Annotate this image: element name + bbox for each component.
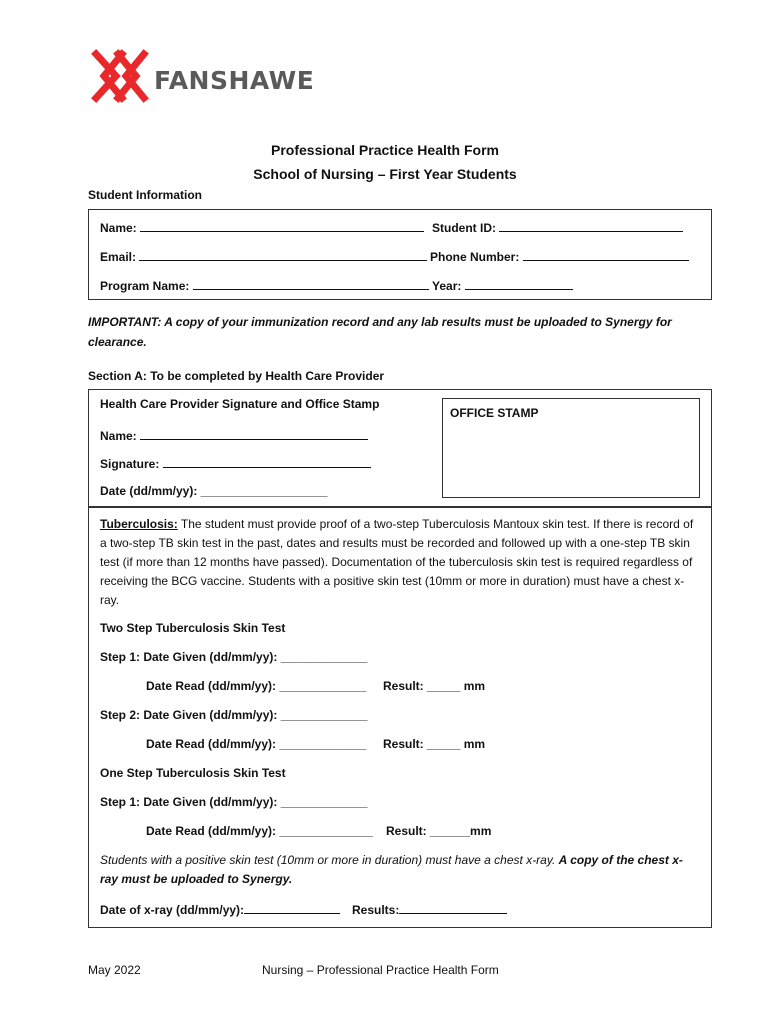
xray-date-input-line[interactable] (244, 901, 340, 914)
name-input-line[interactable] (140, 219, 424, 232)
provider-name-label: Name: (100, 429, 137, 443)
email-label: Email: (100, 250, 137, 264)
one-step-heading: One Step Tuberculosis Skin Test (100, 766, 286, 780)
step2-result-field[interactable]: Result: _____ mm (383, 737, 486, 751)
year-field-row (432, 277, 573, 293)
positive-test-note (100, 851, 700, 889)
student-id-row (432, 219, 683, 235)
program-input-line[interactable] (193, 277, 429, 290)
email-input-line[interactable] (139, 248, 427, 261)
phone-field-row (430, 248, 689, 264)
tuberculosis-text: The student must provide proof of a two-step Tuberculosis Mantoux skin test. If there is record of a two-step TB skin test in the past, dates and results must be recorded and followed up with a one-step TB skin test (if more than 12 months have passed). Documentation of the tuberculosis skin test is required regardless of receiving the BCG vaccine. Students with a positive skin test (10mm or more in duration) must have a chest x-ray. (100, 517, 694, 607)
office-stamp-label: OFFICE STAMP (450, 406, 539, 420)
provider-name-input-line[interactable] (140, 427, 368, 440)
phone-input-line[interactable] (523, 248, 689, 261)
program-field-row (100, 277, 429, 293)
student-id-input-line[interactable] (499, 219, 683, 232)
year-label: Year: (432, 279, 462, 293)
two-step-heading: Two Step Tuberculosis Skin Test (100, 621, 286, 635)
footer-title: Nursing – Professional Practice Health Form (262, 963, 499, 977)
program-label: Program Name: (100, 279, 190, 293)
step2-date-read-field[interactable]: Date Read (dd/mm/yy): _____________ (146, 737, 367, 751)
section-a-heading: Section A: To be completed by Health Care Provider (88, 369, 385, 383)
form-title: Professional Practice Health Form (271, 142, 499, 158)
name-label: Name: (100, 221, 137, 235)
provider-name-row (100, 427, 368, 443)
fanshawe-logo (88, 46, 314, 108)
positive-note-bold: A copy of the chest x-ray must be uploaded to Synergy. (100, 853, 683, 886)
xray-results-input-line[interactable] (399, 901, 507, 914)
provider-date-field[interactable]: Date (dd/mm/yy): ___________________ (100, 484, 328, 498)
signature-row (100, 455, 371, 471)
provider-heading: Health Care Provider Signature and Office Stamp (100, 397, 380, 411)
one-step-date-read-field[interactable]: Date Read (dd/mm/yy): ______________ (146, 824, 373, 838)
xray-results-row (352, 901, 507, 917)
year-input-line[interactable] (465, 277, 573, 290)
email-field-row (100, 248, 427, 264)
one-step-result-field[interactable]: Result: ______mm (386, 824, 492, 838)
student-info-heading: Student Information (88, 188, 202, 202)
logo-text: FANSHAWE (154, 65, 315, 95)
signature-input-line[interactable] (163, 455, 371, 468)
form-subtitle: School of Nursing – First Year Students (253, 166, 517, 182)
signature-label: Signature: (100, 457, 160, 471)
step1-date-read-field[interactable]: Date Read (dd/mm/yy): _____________ (146, 679, 367, 693)
step1-date-given-field[interactable]: Step 1: Date Given (dd/mm/yy): _____________ (100, 650, 368, 664)
phone-label: Phone Number: (430, 250, 520, 264)
name-field-row (100, 219, 424, 235)
positive-note-text: Students with a positive skin test (10mm or more in duration) must have a chest x-ray. (100, 853, 559, 867)
student-id-label: Student ID: (432, 221, 496, 235)
step1-result-field[interactable]: Result: _____ mm (383, 679, 486, 693)
important-note: IMPORTANT: A copy of your immunization record and any lab results must be uploaded to Synergy for clearance. (88, 315, 672, 349)
footer-date: May 2022 (88, 963, 141, 977)
tuberculosis-title: Tuberculosis: (100, 517, 178, 531)
xray-results-label: Results: (352, 903, 400, 917)
xray-date-row (100, 901, 340, 917)
step2-date-given-field[interactable]: Step 2: Date Given (dd/mm/yy): _____________ (100, 708, 368, 722)
tuberculosis-paragraph (100, 515, 700, 610)
one-step-date-given-field[interactable]: Step 1: Date Given (dd/mm/yy): _____________ (100, 795, 368, 809)
fanshawe-logo-icon (88, 46, 152, 108)
xray-date-label: Date of x-ray (dd/mm/yy): (100, 903, 245, 917)
